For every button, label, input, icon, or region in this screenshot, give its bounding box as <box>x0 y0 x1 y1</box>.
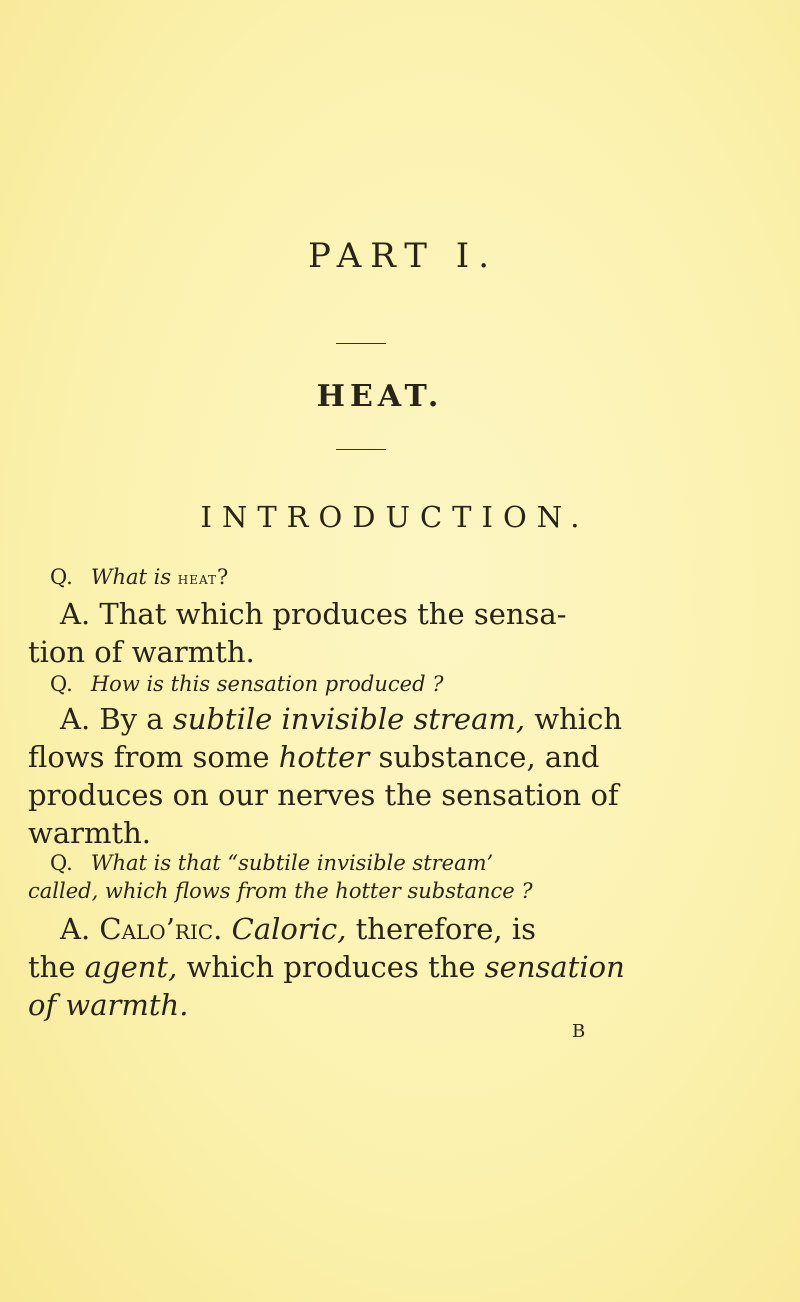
answer-text: the <box>28 950 76 984</box>
answer-text: By a <box>99 702 164 736</box>
subsection-heading: INTRODUCTION. <box>200 500 590 534</box>
question-text: What is <box>90 565 172 589</box>
answer-text: produces on our nerves the sensation of <box>28 778 619 812</box>
divider-rule <box>336 343 386 344</box>
question-3 <box>28 849 728 905</box>
question-quote: “subtile invisible stream’ <box>227 851 494 875</box>
answer-text: That which produces the sensa- <box>99 597 567 631</box>
answer-3 <box>28 910 728 1024</box>
answer-emphasis: Caloric, <box>231 912 347 946</box>
answer-label: A. <box>60 702 91 736</box>
question-text: How is this sensation produced ? <box>90 672 444 696</box>
answer-emphasis: agent, <box>84 950 178 984</box>
answer-text: tion of warmth. <box>28 635 255 669</box>
section-heading: HEAT. <box>316 379 444 414</box>
answer-emphasis: sensation <box>484 950 625 984</box>
answer-text: which produces the <box>186 950 476 984</box>
question-1 <box>28 563 728 593</box>
question-label: Q. <box>50 565 73 589</box>
answer-emphasis: of warmth. <box>28 988 189 1022</box>
question-2 <box>28 670 728 698</box>
signature-mark: B <box>572 1021 586 1042</box>
question-keyword: heat <box>177 569 218 589</box>
answer-text: flows from some <box>28 740 270 774</box>
question-mark: ? <box>217 565 229 589</box>
question-text: called, which flows from the hotter substance ? <box>28 879 533 903</box>
answer-text: therefore, is <box>355 912 536 946</box>
answer-1 <box>28 595 728 671</box>
answer-emphasis: hotter <box>278 740 370 774</box>
answer-text: which <box>534 702 622 736</box>
question-text: What is that <box>90 851 221 875</box>
divider-rule <box>336 449 386 450</box>
answer-emphasis: subtile invisible stream, <box>172 702 526 736</box>
answer-text: substance, and <box>378 740 600 774</box>
answer-text: warmth. <box>28 816 152 850</box>
question-label: Q. <box>50 851 73 875</box>
answer-2 <box>28 700 728 852</box>
answer-term: Calo’ric. <box>99 912 223 946</box>
answer-label: A. <box>60 597 91 631</box>
answer-label: A. <box>60 912 91 946</box>
question-label: Q. <box>50 672 73 696</box>
part-heading: PART I. <box>307 236 499 276</box>
